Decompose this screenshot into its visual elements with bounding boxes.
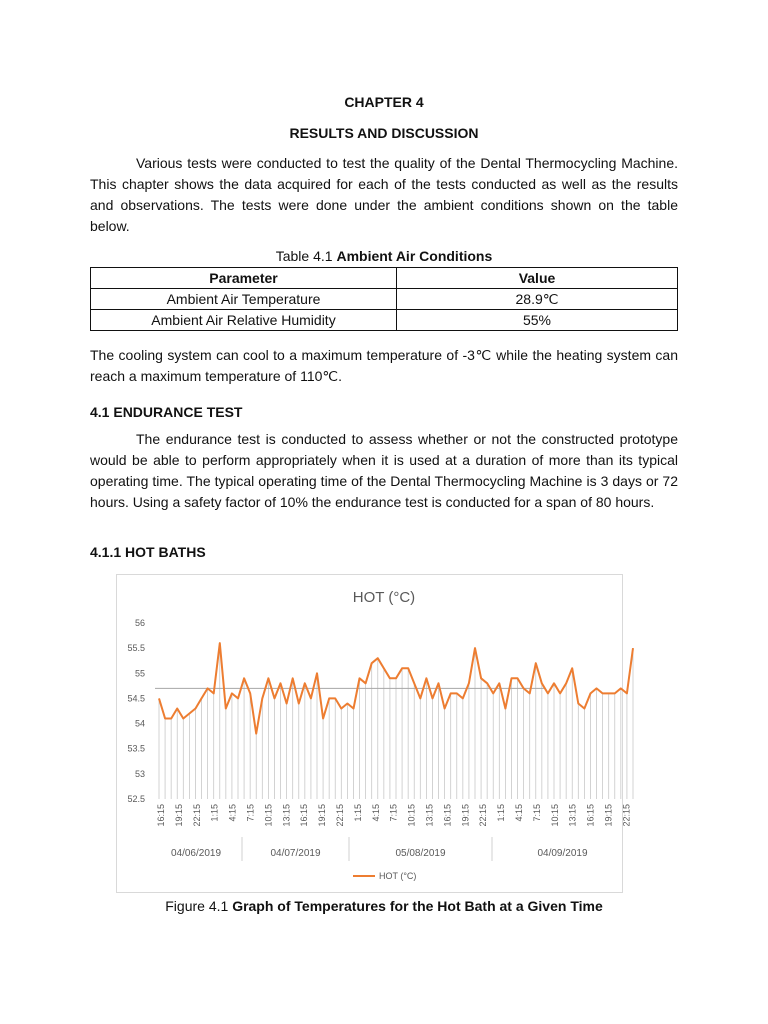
x-tick-label: 19:15 [460, 804, 471, 827]
x-tick-label: 22:15 [335, 804, 345, 827]
section-heading: 4.1 ENDURANCE TEST [90, 404, 243, 420]
intro-paragraph: Various tests were conducted to test the quality of the Dental Thermocycling Machine. This chapter shows the data acquired for each of the tests conducted as well as the results and observations. The tests were done under the ambient conditions shown on the table below. [90, 155, 678, 234]
x-tick-label: 19:15 [317, 804, 328, 827]
y-tick-label: 54 [134, 718, 145, 729]
x-tick-label: 13:15 [567, 804, 578, 827]
y-tick-label: 53.5 [127, 743, 145, 754]
date-group-label: 04/09/2019 [537, 848, 588, 859]
x-tick-label: 19:15 [603, 804, 614, 827]
figure-caption [0, 898, 768, 914]
x-tick-label: 10:15 [406, 804, 417, 827]
x-tick-label: 22:15 [621, 804, 632, 827]
x-tick-label: 22:15 [191, 804, 202, 827]
chart-canvas [117, 575, 632, 894]
table-caption-title: Ambient Air Conditions [336, 248, 493, 264]
x-tick-label: 4:15 [227, 804, 238, 822]
y-tick-label: 55.5 [127, 643, 145, 654]
chapter-number: CHAPTER 4 [344, 94, 424, 110]
chart-title: HOT (°C) [352, 589, 416, 606]
x-tick-label: 16:15 [442, 804, 453, 827]
date-group-label: 04/06/2019 [170, 848, 222, 859]
table-header-value: Value [397, 268, 678, 289]
endurance-paragraph: The endurance test is conducted to assess whether or not the constructed prototype would be able to perform appropriately when it is used at a duration of more than its typical operating time. The typical operating time of the Dental Thermocycling Machine is 3 days or 72 hours. Using a safety factor of 10% the endurance test is conducted for a span of 80 hours. [90, 431, 678, 510]
x-tick-label: 7:15 [245, 804, 256, 822]
ambient-conditions-table [90, 267, 678, 331]
x-tick-label: 4:15 [370, 804, 381, 822]
x-tick-label: 1:15 [352, 804, 363, 822]
x-tick-label: 4:15 [514, 804, 524, 822]
table-header-parameter: Parameter [91, 268, 397, 289]
date-group-label: 04/07/2019 [270, 848, 321, 859]
y-tick-label: 53 [134, 768, 145, 779]
x-tick-label: 1:15 [209, 804, 220, 822]
x-tick-label: 7:15 [531, 804, 542, 822]
table-cell: Ambient Air Temperature [91, 289, 397, 310]
table-row [91, 289, 678, 310]
x-tick-label: 13:15 [424, 804, 435, 827]
date-group-label: 05/08/2019 [395, 848, 446, 859]
figure-caption-title: Graph of Temperatures for the Hot Bath at a Given Time [232, 898, 603, 914]
x-tick-label: 16:15 [299, 804, 310, 827]
table-cell: 55% [397, 310, 678, 331]
x-tick-label: 1:15 [496, 804, 507, 822]
table-row [91, 310, 678, 331]
x-tick-label: 7:15 [388, 804, 399, 822]
y-tick-label: 54.5 [127, 693, 145, 704]
x-tick-label: 10:15 [263, 804, 274, 827]
figure-caption-prefix: Figure 4.1 [165, 898, 233, 914]
hot-bath-chart [116, 574, 632, 893]
table-header-row [91, 268, 678, 289]
legend-label: HOT (°C) [379, 871, 417, 881]
x-tick-label: 13:15 [281, 804, 292, 827]
table-cell: 28.9℃ [397, 289, 678, 310]
x-tick-label: 22:15 [478, 804, 489, 827]
table-cell: Ambient Air Relative Humidity [91, 310, 397, 331]
x-tick-label: 16:15 [585, 804, 596, 827]
table-caption-prefix: Table 4.1 [275, 248, 337, 264]
y-tick-label: 52.5 [127, 794, 145, 804]
x-tick-label: 10:15 [549, 804, 560, 827]
x-tick-label: 16:15 [156, 804, 166, 827]
x-tick-label: 19:15 [173, 804, 184, 827]
cooling-paragraph: The cooling system can cool to a maximum temperature of -3℃ while the heating system can reach a maximum temperature of 110℃. [90, 347, 678, 384]
subsection-heading: 4.1.1 HOT BATHS [90, 544, 206, 560]
y-tick-label: 56 [134, 618, 145, 628]
table-caption [0, 248, 768, 264]
chapter-title: RESULTS AND DISCUSSION [289, 125, 479, 141]
y-tick-label: 55 [134, 668, 145, 679]
